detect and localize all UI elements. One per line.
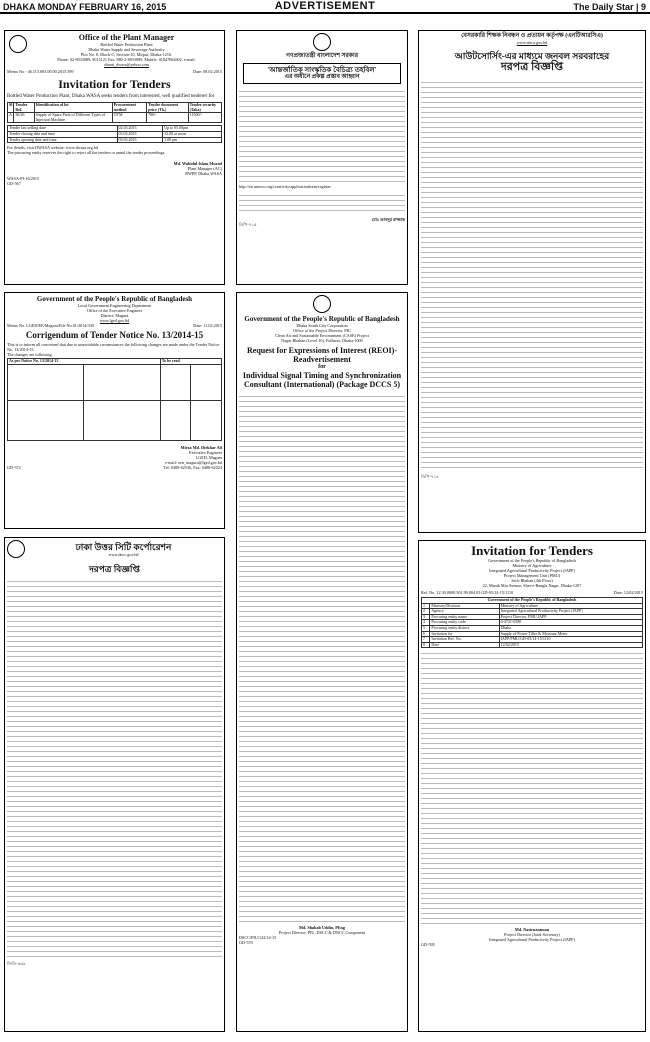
cell: 7 <box>422 637 430 643</box>
cell: 8 <box>422 642 430 648</box>
cell: Tender closing date and time <box>8 131 118 137</box>
cell: Up to 05.00pm <box>163 126 222 132</box>
dncc-logo <box>7 540 25 558</box>
cell: A <box>8 113 14 123</box>
fund-title: 'আন্তর্জাতিক সাংস্কৃতিক বৈচিত্র্য তহবিল' <box>267 66 377 74</box>
table-row <box>8 137 222 143</box>
tel-fax: Tel: 0488-62536, Fax: 0488-62524 <box>163 464 222 470</box>
tender-title: Invitation for Tenders <box>58 77 171 91</box>
cell: Integrated Agricultural Productivity Project (IAPP) <box>499 609 642 615</box>
gov-sub-2: District: Magura <box>100 313 129 318</box>
cell: 12/02/2015 <box>499 642 642 648</box>
col-lot: Identification of lot <box>34 103 112 113</box>
ad-wasa-tender <box>4 30 225 285</box>
changes: The changes are following. <box>7 352 53 357</box>
ad-ref-1: DSCC/PIU/142/14-15 <box>239 935 277 940</box>
body-text-lines <box>239 87 405 182</box>
cell: Procuring entity code <box>430 620 499 626</box>
changes-table <box>7 358 222 441</box>
signatory-name: Mirza Md. Iftekhar Ali <box>180 444 222 450</box>
reoi-title: Request for Expressions of Interest (REOI)- Readvertisement <box>247 346 397 364</box>
table-row <box>422 642 643 648</box>
govt-seal <box>313 33 331 51</box>
masthead-page: The Daily Star | 9 <box>573 2 646 12</box>
org-site[interactable]: www.ntrca.gov.bd <box>516 40 548 45</box>
sub-4: Sech Bhaban (4th Floor) <box>511 578 553 583</box>
office-email: shanti_dwasa@yahoo.com <box>104 62 149 67</box>
cell: Ministry of Agriculture <box>499 603 642 609</box>
office-title: Office of the Plant Manager <box>78 33 175 42</box>
gov-title: গণপ্রজাতন্ত্রী বাংলাদেশ সরকার <box>285 53 359 59</box>
ad-ref: GD-595 <box>421 942 435 948</box>
table-row <box>8 113 222 123</box>
tender-table <box>7 102 222 123</box>
office-sub-0: Bottled Water Production Plant <box>100 42 153 47</box>
cell: 700/- <box>147 113 188 123</box>
iapp-table <box>421 597 643 648</box>
ad-dscc-reoi <box>236 292 408 1032</box>
signatory-email: e-mail: xen_magura@lged.gov.bd <box>165 459 222 465</box>
cell: Procuring entity district <box>430 625 499 631</box>
fund-sub: এর অধীনে প্রকল্প প্রস্তাব আহ্বান <box>284 74 360 80</box>
col-price: Tender document price (Tk.) <box>147 103 188 113</box>
org-name: বেসরকারি শিক্ষক নিবন্ধন ও প্রত্যয়ন কর্তৃপক্ষ (এনটিআরসিএ) <box>461 33 603 39</box>
dates-table <box>7 125 222 143</box>
dncc-table <box>7 577 222 957</box>
cell: Supply of Spare Parts of Different Types of Injection Machine. <box>34 113 112 123</box>
gov-sub-3: Nagar Bhaban (Level 10), Fulbaria, Dhaka-1000 <box>281 338 363 343</box>
cell: Tender opening date and time <box>8 137 118 143</box>
ad-ref-2: GD-570 <box>239 940 253 945</box>
ad-iapp-tender <box>418 540 646 1032</box>
edition-date: DHAKA MONDAY FEBRUARY 16, 2015 <box>3 2 167 12</box>
ad-ref: জিডি-৫৬৯ <box>7 961 26 966</box>
ad-lged-corrigendum <box>4 292 225 529</box>
rights-text: The procuring entity reserves the right to reject all the tenders or annul the tender proceedings. <box>7 150 166 156</box>
ad-ref: ডিপি-৭১৫ <box>239 222 257 227</box>
ad-ntrca <box>418 30 646 533</box>
cell: 2 <box>422 609 430 615</box>
memo-date: Date: 08.02.2015 <box>193 69 222 74</box>
ad-ref: ডিপি-৭১৪ <box>421 474 439 479</box>
tender-title: Invitation for Tenders <box>471 543 593 558</box>
gov-title: Government of the People's Republic of Bangladesh <box>36 295 193 303</box>
cell: Date <box>430 642 499 648</box>
corrigendum-title: Corrigendum of Tender Notice No. 13/2014-15 <box>25 330 204 340</box>
ref-no: Ref. No. 12.30.0000.501.99.004.05.GD-05/14-15/1110 <box>421 590 514 595</box>
cell: IAPP/PMU/GD-05/14-15/1110 <box>499 637 642 643</box>
gov-sub-1: Office of the Project Director, PIU <box>293 328 351 333</box>
table-head: Government of the People's Republic of Bangladesh <box>422 598 643 604</box>
col-method: Procurement method <box>112 103 147 113</box>
cell: 03.03.2015 <box>117 137 163 143</box>
ad-ref-2: GD-567 <box>7 181 21 187</box>
ad-ref: GD-572 <box>7 464 21 470</box>
cell: 4 <box>422 620 430 626</box>
details-link[interactable]: For details, visit DWASA website: www.dwasa.org.bd <box>7 145 98 151</box>
ad-ref-1: WASA-PI-16/2015 <box>7 176 40 182</box>
title-line-1: আউটসোর্সিং-এর মাধ্যমে জনবল সরবরাহের <box>454 51 610 61</box>
page-header <box>0 0 650 14</box>
office-sub-1: Dhaka Water Supply and Sewerage Authority <box>88 47 165 52</box>
signatory-name: Md. Shahab Uddin, PEng <box>299 925 345 930</box>
cell: Procuring entity name <box>430 614 499 620</box>
gov-title: Government of the People's Republic of Bangladesh <box>244 315 400 323</box>
signatory-title: Project Director (Joint Secretary) <box>504 932 560 938</box>
table-row <box>8 400 222 440</box>
cell: 02.03.2015 <box>117 126 163 132</box>
wasa-logo <box>9 35 27 53</box>
tender-intro: Bottled Water Production Plant, Dhaka WASA seeks tenders from interested, well qualified tenderer for <box>7 94 215 99</box>
signatory-title: Project Director, PIU, DSCC & DNCC Component <box>278 930 366 935</box>
govt-seal <box>313 295 331 313</box>
signatory-org: BWPP, Dhaka WASA <box>185 171 222 177</box>
cell: 11500/- <box>188 113 221 123</box>
iapp-detail-lines <box>421 649 643 924</box>
sub-3: Project Management Unit (PMU) <box>503 573 561 578</box>
cell: 12.00 at noon <box>163 131 222 137</box>
memo-date: Date: 11.02.2015 <box>193 323 222 328</box>
cell: 36/26 <box>14 113 34 123</box>
section-title: ADVERTISEMENT <box>274 0 376 12</box>
org-site[interactable]: www.dncc.gov.bd <box>108 551 139 557</box>
col-sl: Sl <box>8 103 14 113</box>
cell: 3 <box>422 614 430 620</box>
cell: 6 <box>422 631 430 637</box>
gov-sub-0: Local Government Engineering Department <box>77 303 152 308</box>
gov-site[interactable]: www.lged.gov.bd <box>99 318 130 323</box>
signatory-name: Md. Wahidul Islam Murad <box>173 161 222 167</box>
signatory-org: Integrated Agricultural Productivity Project (IAPP) <box>489 937 575 943</box>
ad-dncc <box>4 537 225 1032</box>
intro: This is to inform all concerned that due to unavoidable circumstances the following changes are made under the Tender Notice No. 13/2014-15. <box>7 342 220 352</box>
ref-date: Date: 12/02/2015 <box>613 590 643 595</box>
cell: Ministry/Division <box>430 603 499 609</box>
reoi-subject: Individual Signal Timing and Synchronization Consultant (International) (Package DCCS 5) <box>242 371 402 389</box>
signatory-title: Executive Engineer <box>189 449 222 455</box>
memo-no: Memo No.- 46.113.003.00.00.2015.599 <box>7 69 74 74</box>
signatory-name: Md. Nasiruzzaman <box>514 927 550 933</box>
gov-sub-1: Office of the Executive Engineer <box>86 308 143 313</box>
signatory-name: মোঃ আবদুর রাজ্জাক <box>371 217 405 222</box>
cell: Project Director, PMU,IAPP <box>499 614 642 620</box>
body-text-lines <box>239 392 405 922</box>
sub-5: 22, Manik Mia Avenue, Sher-e-Bangla Nagar, Dhaka-1207 <box>482 583 582 588</box>
title-line-2: দরপত্র বিজ্ঞপ্তি <box>500 61 564 73</box>
cell: Tender last selling date <box>8 126 118 132</box>
cell: 1 <box>422 603 430 609</box>
unesco-link[interactable]: http://en.unesco.org/creativity/applicationform/register <box>239 184 331 189</box>
cell: 5 <box>422 625 430 631</box>
gov-sub-0: Dhaka South City Corporation <box>296 323 348 328</box>
col-as-per: As per Notice No. 13/2014-15 <box>8 359 161 365</box>
org-name: ঢাকা উত্তর সিটি কর্পোরেশন <box>75 541 172 552</box>
cell: 03.03.2015 <box>117 131 163 137</box>
cell: 0-4731-0580 <box>499 620 642 626</box>
gov-sub-2: Clean Air and Sustainable Environment (CASE) Project <box>275 333 369 338</box>
cell: Agency <box>430 609 499 615</box>
memo-no: Memo No. LGED/EE/Magura/File No.01/2014/330 <box>7 323 94 328</box>
signatory-org: LGED, Magura <box>195 454 222 460</box>
ntrca-table <box>421 78 643 468</box>
notice-title: দরপত্র বিজ্ঞপ্তি <box>89 564 140 574</box>
reoi-for: for <box>318 364 326 370</box>
signatory-title: Plant Manager (AC) <box>187 166 222 172</box>
cell: Invitation Ref. No. <box>430 637 499 643</box>
col-to-read: To be read <box>160 359 221 365</box>
table-row <box>8 364 222 400</box>
cell: 1.00 pm <box>163 137 222 143</box>
ad-cultural-fund <box>236 30 408 285</box>
cell: OTM <box>112 113 147 123</box>
sub-1: Ministry of Agriculture <box>512 563 552 568</box>
cell: Supply of Power Tiller & Moisture Meter <box>499 631 642 637</box>
office-sub-3: Phone: 02-8033089, 9015121 Fax: 880-2-8033089, Mobile: 01847062602, e-mail: <box>57 57 196 62</box>
cell: Dhaka <box>499 625 642 631</box>
col-ref: Tender Ref. <box>14 103 34 113</box>
sub-2: Integrated Agricultural Productivity Project (IAPP) <box>489 568 575 573</box>
col-security: Tender security (Taka) <box>188 103 221 113</box>
cell: Invitation for <box>430 631 499 637</box>
office-sub-2: Plot No. 8, Block-C, Section-10, Mirpur, Dhaka-1216. <box>80 52 173 57</box>
sub-0: Government of the People's Republic of Bangladesh <box>488 558 576 563</box>
